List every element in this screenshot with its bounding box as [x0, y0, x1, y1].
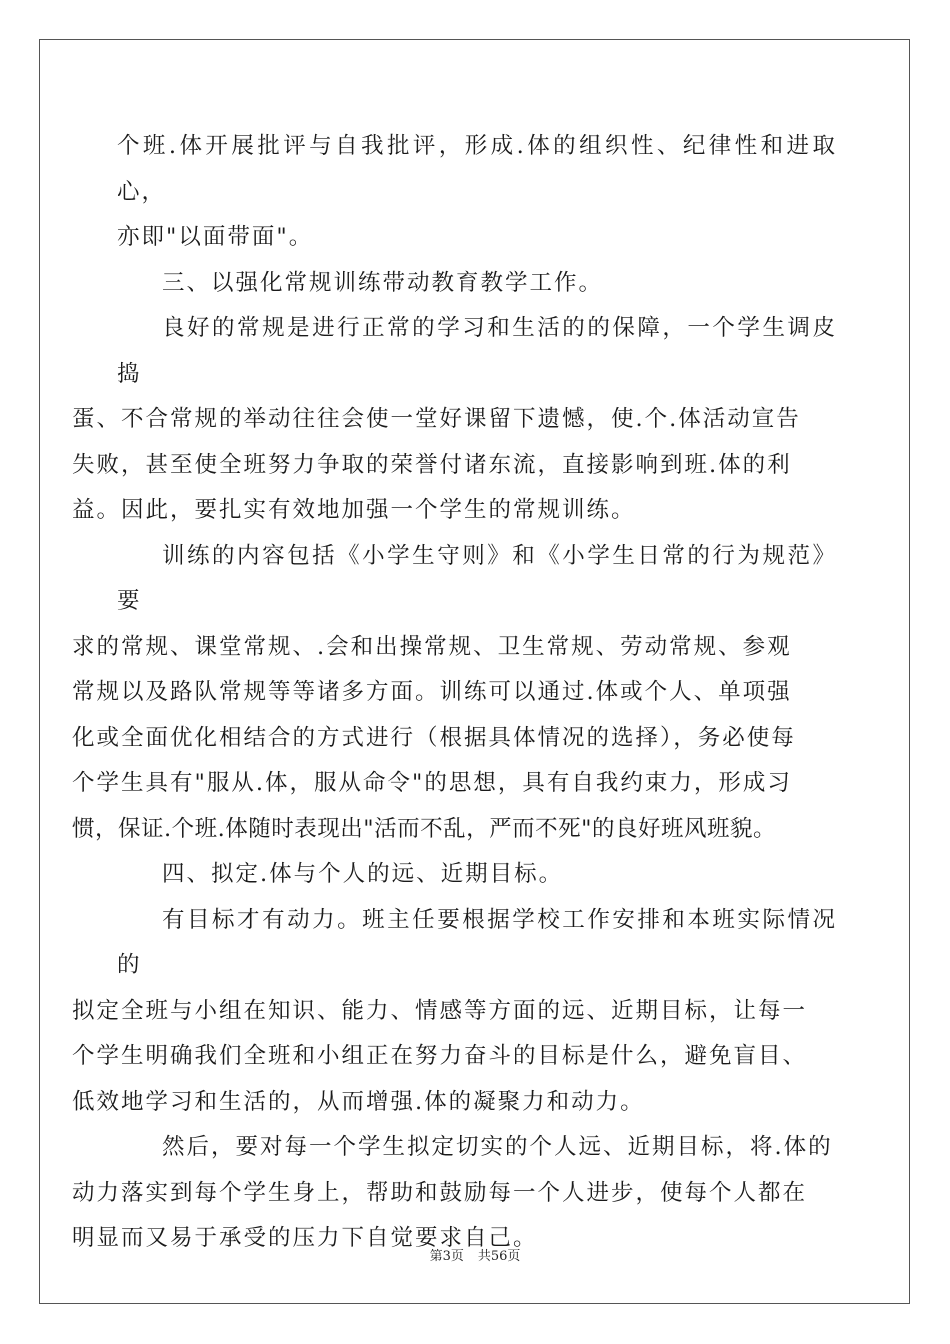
text-line: 常规以及路队常规等等诸多方面。训练可以通过.体或个人、单项强: [72, 679, 792, 705]
paragraph-continuation: [117, 124, 837, 261]
paragraph-individual-goals: [72, 1125, 837, 1262]
text-line: 低效地学习和生活的，从而增强.体的凝聚力和动力。: [72, 1088, 645, 1115]
text-line: 惯，保证.个班.体随时表现出"活而不乱，严而不死"的良好班风班貌。: [72, 815, 777, 842]
text-line: 三、以强化常规训练带动教育教学工作。: [162, 269, 604, 296]
text-line: 个班.体开展批评与自我批评，形成.体的组织性、纪律性和进取心，: [117, 133, 837, 205]
document-body: [72, 124, 837, 1262]
text-line: 化或全面优化相结合的方式进行（根据具体情况的选择），务必使每: [72, 724, 796, 751]
text-line: 动力落实到每个学生身上，帮助和鼓励每一个人进步，使每个人都在: [72, 1179, 808, 1206]
text-line: 益。因此，要扎实有效地加强一个学生的常规训练。: [72, 497, 636, 523]
section-heading-4: [117, 852, 837, 898]
text-line: 良好的常规是进行正常的学习和生活的的保障，一个学生调皮捣: [117, 315, 837, 387]
paragraph-training: [72, 534, 837, 853]
text-line: 有目标才有动力。班主任要根据学校工作安排和本班实际情况的: [117, 906, 837, 978]
text-line: 训练的内容包括《小学生守则》和《小学生日常的行为规范》要: [117, 542, 837, 614]
page-footer: [0, 1245, 950, 1264]
text-line: 个学生明确我们全班和小组正在努力奋斗的目标是什么，避免盲目、: [72, 1043, 808, 1069]
page-total: 共56页: [477, 1249, 521, 1264]
text-line: 失败，甚至使全班努力争取的荣誉付诸东流，直接影响到班.体的利: [72, 451, 792, 478]
text-line: 拟定全班与小组在知识、能力、情感等方面的远、近期目标，让每一: [72, 997, 808, 1024]
section-heading-3: [117, 261, 837, 307]
page-number: 第3页: [429, 1249, 464, 1264]
text-line: 四、拟定.体与个人的远、近期目标。: [162, 861, 564, 887]
text-line: 求的常规、课堂常规、.会和出操常规、卫生常规、劳动常规、参观: [72, 633, 792, 660]
text-line: 然后，要对每一个学生拟定切实的个人远、近期目标，将.体的: [162, 1134, 833, 1160]
text-line: 明显而又易于承受的压力下自觉要求自己。: [72, 1225, 538, 1251]
text-line: 蛋、不合常规的举动往往会使一堂好课留下遗憾，使.个.体活动宣告: [72, 406, 801, 432]
text-line: 个学生具有"服从.体，服从命令"的思想，具有自我约束力，形成习: [72, 770, 792, 796]
paragraph-goals: [72, 898, 837, 1126]
paragraph-routine: [72, 306, 837, 534]
text-line: 亦即"以面带面"。: [117, 224, 314, 250]
